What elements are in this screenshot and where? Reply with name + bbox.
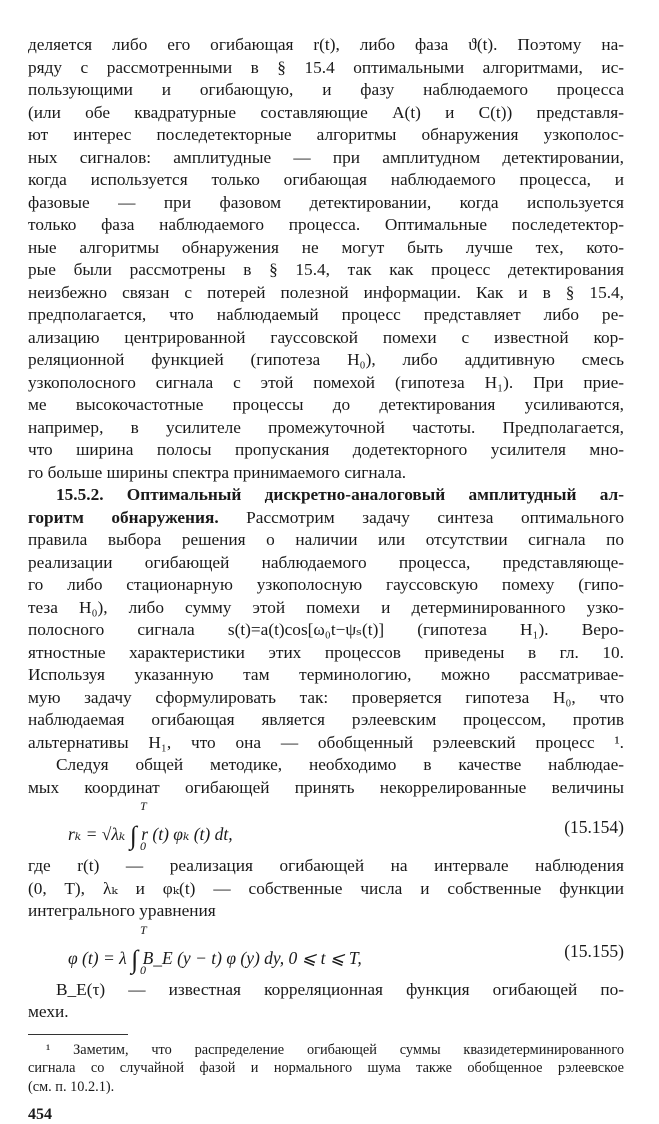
paragraph-method — [28, 754, 624, 799]
text-line: Используя указанную там терминологию, можно рассматривае- — [28, 665, 624, 684]
text-line: фазовые — при фазовом детектировании, когда используется — [28, 192, 624, 212]
text-line: правила выбора решения о наличии или отсутствии сигнала по — [28, 530, 624, 549]
text-line: ме высокочастотные процессы до детектирования усиливаются, — [28, 395, 624, 414]
text-line: Следуя общей методике, необходимо в качестве наблюдае- — [56, 755, 624, 774]
footnote-line: (см. п. 10.2.1). — [28, 1078, 115, 1095]
text-line: полосного сигнала s(t)=a(t)cos[ω₀t−ψₛ(t)] (гипотеза H₁). Веро- — [28, 620, 624, 639]
footnote-line: ¹ Заметим, что распределение огибающей суммы квазидетерминированного — [46, 1041, 624, 1058]
page-number: 454 — [28, 1106, 52, 1123]
text-line: деляется либо его огибающая r(t), либо фаза ϑ(t). Поэтому на- — [28, 35, 624, 54]
equation-expression — [68, 941, 362, 974]
footnote-divider — [28, 1034, 128, 1035]
text-span: Рассмотрим задачу синтеза оптимального — [246, 507, 624, 527]
text-line: ные алгоритмы обнаружения не могут быть лучше тех, кото- — [28, 237, 624, 257]
paragraph-correlation — [28, 979, 624, 1024]
text-line: реализации огибающей наблюдаемого процесса, представляюще- — [28, 552, 624, 572]
equation-lhs: φ (t) = λ — [68, 947, 127, 968]
integral-sign: ∫ — [129, 821, 137, 850]
section-15-5-2 — [28, 484, 624, 754]
section-heading: 15.5.2. Оптимальный дискретно-аналоговый амплитудный ал- — [56, 485, 624, 504]
text-line: когда используется только огибающая наблюдаемого процесса, и — [28, 170, 624, 189]
text-line: го больше ширины спектра принимаемого сигнала. — [28, 462, 407, 482]
text-line: мых координат огибающей принять некоррелированные величины — [28, 777, 624, 797]
page-content — [28, 34, 624, 1124]
text-line: рые были рассмотрены в § 15.4, так как процесс детектирования — [28, 260, 624, 279]
text-line: альтернативы H₁, что она — обобщенный рэлеевский процесс ¹. — [28, 732, 624, 752]
text-line: мехи. — [28, 1002, 69, 1021]
text-line: предполагается, что наблюдаемый процесс представляет либо ре- — [28, 305, 624, 324]
integral-lower-limit: 0 — [140, 839, 146, 853]
paragraph-intro — [28, 34, 624, 484]
equation-expression — [68, 817, 233, 850]
text-line: ятностные характеристики этих процессов приведены в гл. 10. — [28, 642, 624, 662]
equation-integrand: B_E (y − t) φ (y) dy, 0 ⩽ t ⩽ T, — [142, 947, 362, 968]
integral-upper-limit: T — [140, 799, 147, 813]
text-line: (0, T), λₖ и φₖ(t) — собственные числа и собственные функции — [28, 878, 624, 898]
text-line: например, в усилителе промежуточной частоты. Предполагается, — [28, 417, 624, 437]
text-line: интегрального уравнения — [28, 901, 216, 920]
text-line: (или обе квадратурные составляющие A(t) и C(t)) представля- — [28, 102, 624, 122]
paragraph-where — [28, 855, 624, 923]
text-line: пользующими и огибающую, и фазу наблюдаемого процесса — [28, 80, 624, 99]
text-line: мую задачу сформулировать так: проверяется гипотеза H₀, что — [28, 687, 624, 707]
equation-number: (15.155) — [564, 940, 624, 961]
text-line: B_E(τ) — известная корреляционная функция огибающей по- — [56, 979, 624, 999]
text-line: наблюдаемая огибающая является рэлеевским процессом, против — [28, 710, 624, 729]
text-line: где r(t) — реализация огибающей на интервале наблюдения — [28, 856, 624, 875]
equation-lhs: rₖ = √λₖ — [68, 824, 126, 844]
text-line: ных сигналов: амплитудные — при амплитудном детектировании, — [28, 147, 624, 167]
equation-number: (15.154) — [564, 817, 624, 837]
text-line — [28, 507, 624, 530]
integral-sign: ∫ — [131, 944, 139, 974]
equation-integrand: r (t) φₖ (t) dt, — [141, 824, 233, 844]
equation-15-155 — [28, 923, 624, 979]
footnote-line: сигнала со случайной фазой и нормального шума также обобщенное рэлеевское — [28, 1060, 624, 1076]
footnote — [28, 1041, 624, 1097]
text-line: только фаза наблюдаемого процесса. Оптимальные последетектор- — [28, 215, 624, 234]
text-line: теза H₀), либо сумму этой помехи и детерминированного узко- — [28, 597, 624, 617]
text-line: го либо стационарную узкополосную гауссовскую помеху (гипо- — [28, 575, 624, 594]
text-line: ют интерес последетекторные алгоритмы обнаружения узкополос- — [28, 125, 624, 144]
text-line: что ширина полосы пропускания додетекторного усилителя мно- — [28, 440, 624, 459]
integral-lower-limit: 0 — [140, 962, 146, 977]
integral-upper-limit: T — [140, 922, 147, 937]
text-line: неизбежно связан с потерей полезной информации. Как и в § 15.4, — [28, 282, 624, 302]
section-heading-cont: горитм обнаружения. — [28, 507, 219, 527]
text-line: реляционной функцией (гипотеза H₀), либо аддитивную смесь — [28, 350, 624, 369]
text-line: ализацию центрированной гауссовской помехи с известной кор- — [28, 327, 624, 347]
text-line: ряду с рассмотренными в § 15.4 оптимальными алгоритмами, ис- — [28, 57, 624, 77]
text-line: узкополосного сигнала с этой помехой (гипотеза H₁). При прие- — [28, 372, 624, 392]
equation-15-154 — [28, 799, 624, 855]
